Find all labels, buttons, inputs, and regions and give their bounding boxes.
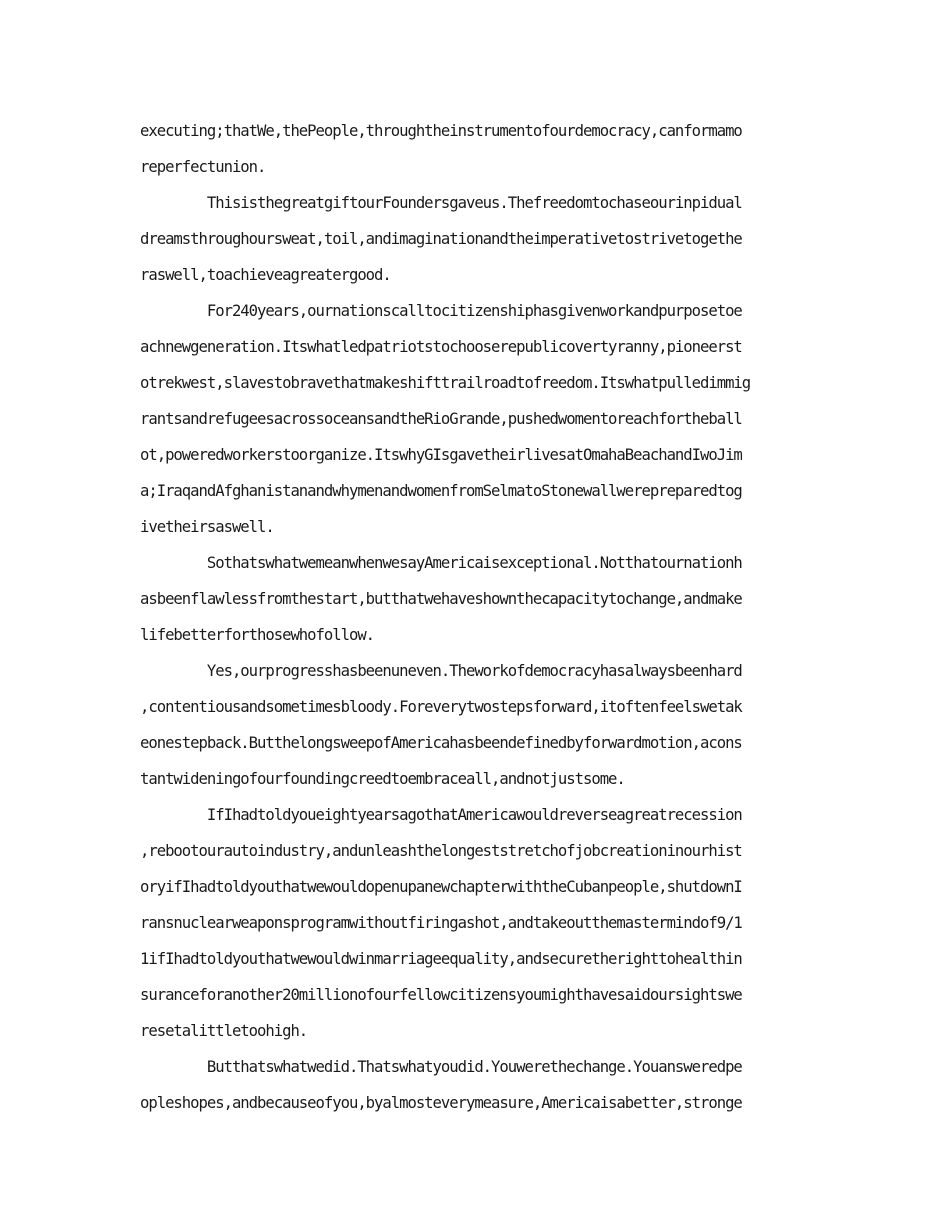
text-line: ThisisthegreatgiftourFoundersgaveus.Thefreedomtochaseourinpidual bbox=[140, 194, 742, 212]
text-line: opleshopes,andbecauseofyou,byalmosteverymeasure,Americaisabetter,stronge bbox=[140, 1094, 742, 1112]
text-line: executing;thatWe,thePeople,throughtheinstrumentofourdemocracy,canformamo bbox=[140, 122, 742, 140]
text-line: Butthatswhatwedid.Thatswhatyoudid.Youwerethechange.Youansweredpe bbox=[140, 1058, 742, 1076]
text-line: achnewgeneration.Itswhatledpatriotstochooserepublicovertyranny,pioneerst bbox=[140, 338, 742, 356]
text-line: eonestepback.ButthelongsweepofAmericahasbeendefinedbyforwardmotion,acons bbox=[140, 734, 742, 752]
text-line: ivetheirsaswell. bbox=[140, 518, 274, 536]
text-line: raswell,toachieveagreatergood. bbox=[140, 266, 391, 284]
text-line: resetalittletoohigh. bbox=[140, 1022, 308, 1040]
text-line: IfIhadtoldyoueightyearsagothatAmericawouldreverseagreatrecession bbox=[140, 806, 742, 824]
text-line: rantsandrefugeesacrossoceansandtheRioGrande,pushedwomentoreachfortheball bbox=[140, 410, 742, 428]
document-body bbox=[140, 113, 812, 1121]
text-line: 1ifIhadtoldyouthatwewouldwinmarriageequality,andsecuretherighttohealthin bbox=[140, 950, 742, 968]
text-line: a;IraqandAfghanistanandwhymenandwomenfromSelmatoStonewallwerepreparedtog bbox=[140, 482, 742, 500]
text-line: ransnuclearweaponsprogramwithoutfiringashot,andtakeoutthemastermindof9/1 bbox=[140, 914, 742, 932]
text-line: tantwideningofourfoundingcreedtoembraceall,andnotjustsome. bbox=[140, 770, 625, 788]
text-line: suranceforanother20millionofourfellowcitizensyoumighthavesaidoursightswe bbox=[140, 986, 742, 1004]
text-line: ot,poweredworkerstoorganize.ItswhyGIsgavetheirlivesatOmahaBeachandIwoJim bbox=[140, 446, 742, 464]
text-line: ,contentiousandsometimesbloody.Foreverytwostepsforward,itoftenfeelswetak bbox=[140, 698, 742, 716]
text-line: oryifIhadtoldyouthatwewouldopenupanewchapterwiththeCubanpeople,shutdownI bbox=[140, 878, 742, 896]
text-line: asbeenflawlessfromthestart,butthatwehaveshownthecapacitytochange,andmake bbox=[140, 590, 742, 608]
text-line: lifebetterforthosewhofollow. bbox=[140, 626, 375, 644]
text-line: Yes,ourprogresshasbeenuneven.Theworkofdemocracyhasalwaysbeenhard bbox=[140, 662, 742, 680]
text-line: For240years,ournationscalltocitizenshiphasgivenworkandpurposetoe bbox=[140, 302, 742, 320]
text-line: dreamsthroughoursweat,toil,andimaginationandtheimperativetostrivetogethe bbox=[140, 230, 742, 248]
text-line: reperfectunion. bbox=[140, 158, 266, 176]
text-line: ,rebootourautoindustry,andunleashthelongeststretchofjobcreationinourhist bbox=[140, 842, 742, 860]
text-line: SothatswhatwemeanwhenwesayAmericaisexceptional.Notthatournationh bbox=[140, 554, 742, 572]
text-line: otrekwest,slavestobravethatmakeshifttrailroadtofreedom.Itswhatpulledimmig bbox=[140, 374, 751, 392]
